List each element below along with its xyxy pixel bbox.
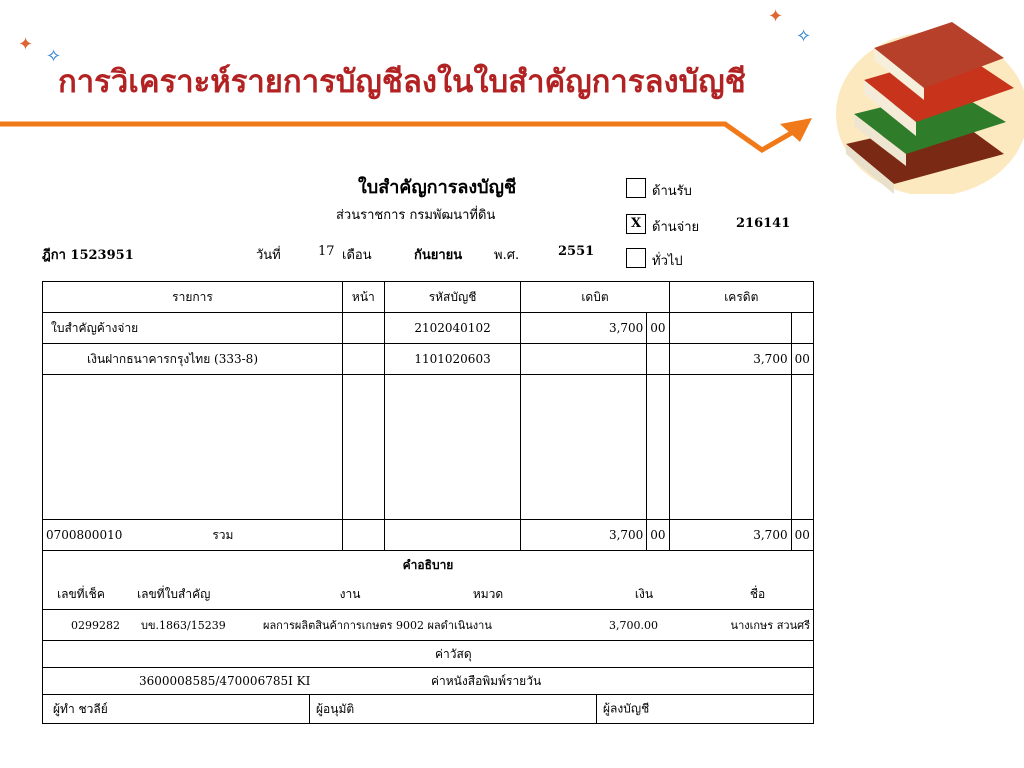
row-page	[343, 313, 385, 344]
month-label: เดือน	[342, 248, 372, 263]
voucher-number: 216141	[736, 216, 791, 231]
row-credit-sat	[791, 313, 813, 344]
total-debit-sat: 00	[647, 520, 669, 551]
total-credit-sat: 00	[791, 520, 813, 551]
receive-checkbox[interactable]	[626, 178, 646, 198]
table-header-row	[43, 282, 814, 313]
pay-checkbox[interactable]: X	[626, 214, 646, 234]
col-header: หน้า	[343, 282, 385, 313]
date-label: วันที่	[256, 248, 281, 263]
signature-row	[43, 695, 814, 724]
col-header: เครดิต	[669, 282, 813, 313]
row-debit	[521, 344, 647, 375]
pay-label: ด้านจ่าย	[652, 220, 700, 235]
row-debit-sat	[647, 344, 669, 375]
total-credit: 3,700	[669, 520, 791, 551]
sparkle-icon: ✧	[796, 26, 812, 47]
row-code: 1101020603	[384, 344, 521, 375]
ref-row	[43, 668, 814, 695]
page-title: การวิเคราะห์รายการบัญชีลงในใบสำคัญการลงบัญชี	[58, 64, 746, 100]
date-year: 2551	[558, 244, 595, 259]
explain-header: เลขที่ใบสำคัญ	[137, 586, 211, 601]
explain-data-row	[43, 610, 814, 641]
row-debit-sat: 00	[647, 313, 669, 344]
category-row	[43, 641, 814, 668]
explain-header: เงิน	[634, 586, 654, 601]
year-label: พ.ศ.	[494, 248, 520, 263]
explain-header-row	[43, 579, 813, 609]
col-header: รายการ	[43, 282, 343, 313]
ref-code: 3600008585/470006785I KI	[139, 673, 311, 688]
col-header: เดบิต	[521, 282, 669, 313]
sparkle-icon: ✦	[768, 6, 784, 27]
table-row	[43, 344, 814, 375]
voucher-table	[42, 281, 814, 724]
general-checkbox[interactable]	[626, 248, 646, 268]
table-row	[43, 313, 814, 344]
signature-approver: ผู้อนุมัติ	[316, 701, 355, 716]
row-credit-sat: 00	[791, 344, 813, 375]
explain-amount: 3,700.00	[609, 618, 658, 632]
total-cell	[43, 520, 343, 551]
total-code: 0700800010	[46, 527, 123, 542]
sparkle-icon: ✦	[18, 34, 34, 55]
voucher-title: ใบสำคัญการลงบัญชี	[358, 177, 517, 198]
row-desc: เงินฝากธนาคารกรุงไทย (333-8)	[43, 344, 343, 375]
explain-header: ชื่อ	[749, 586, 766, 601]
explain-header: เลขที่เช็ค	[57, 586, 105, 601]
total-debit: 3,700	[521, 520, 647, 551]
row-credit: 3,700	[669, 344, 791, 375]
work-desc: ผลการผลิตสินค้าการเกษตร 9002 ผลดำเนินงาน	[263, 619, 492, 632]
table-row-empty	[43, 375, 814, 520]
row-code: 2102040102	[384, 313, 521, 344]
row-desc: ใบสำคัญค้างจ่าย	[43, 313, 343, 344]
receive-label: ด้านรับ	[652, 184, 692, 199]
date-day: 17	[318, 244, 335, 259]
explain-header: งาน	[339, 586, 361, 601]
row-page	[343, 344, 385, 375]
cheque-number: 0299282	[71, 618, 120, 632]
table-total-row	[43, 520, 814, 551]
col-header: รหัสบัญชี	[384, 282, 521, 313]
voucher-ref: บข.1863/15239	[141, 619, 226, 632]
category-label: ค่าวัสดุ	[43, 641, 814, 668]
agency-label: ส่วนราชการ กรมพัฒนาที่ดิน	[336, 208, 496, 223]
books-icon	[824, 14, 1024, 194]
general-label: ทั่วไป	[652, 254, 683, 269]
payee-name: นางเกษร สวนศรี	[730, 619, 810, 632]
ref-text: ค่าหนังสือพิมพ์รายวัน	[431, 673, 542, 688]
sparkle-icon: ✧	[46, 46, 62, 67]
row-debit: 3,700	[521, 313, 647, 344]
doc-number: ฎีกา 1523951	[42, 248, 134, 263]
explain-header: หมวด	[472, 586, 504, 601]
explain-title: คำอธิบาย	[402, 557, 454, 572]
signature-maker: ผู้ทำ ชวลีย์	[53, 701, 108, 716]
total-label: รวม	[212, 527, 234, 542]
row-credit	[669, 313, 791, 344]
date-month: กันยายน	[414, 248, 463, 263]
explain-section	[43, 551, 814, 610]
signature-recorder: ผู้ลงบัญชี	[603, 701, 650, 716]
